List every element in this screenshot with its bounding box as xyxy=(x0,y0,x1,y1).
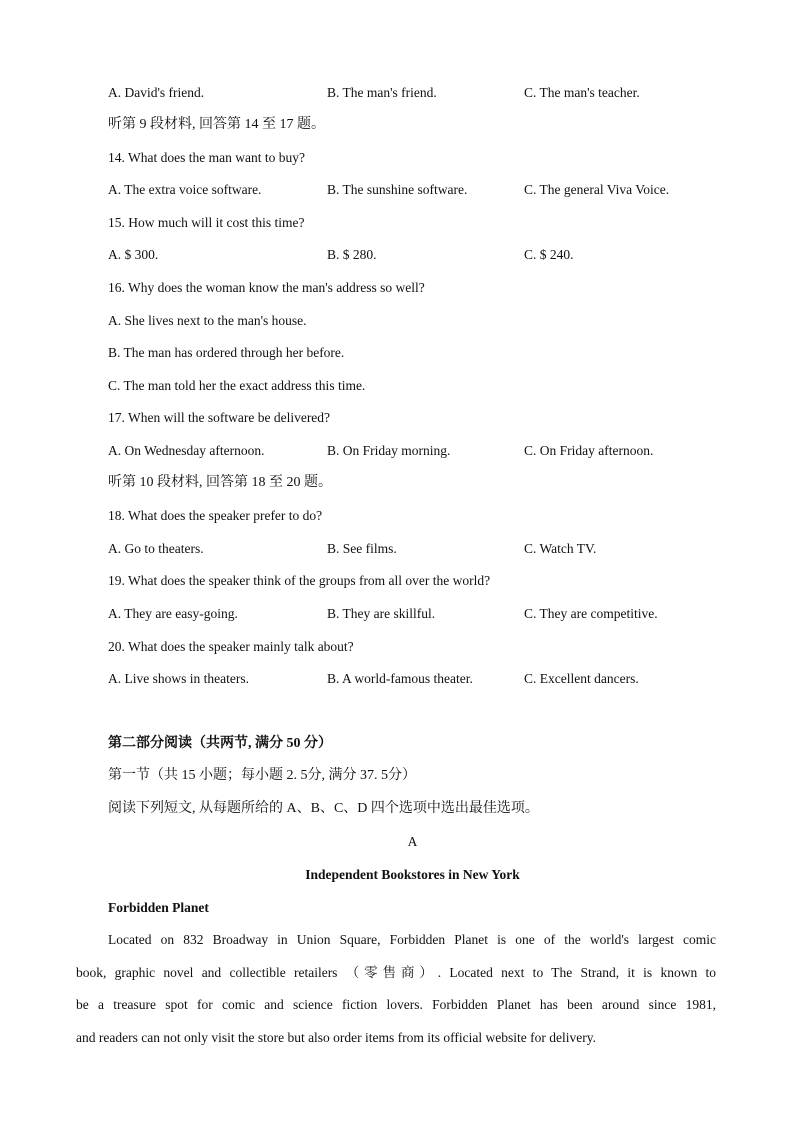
store-name-heading: Forbidden Planet xyxy=(108,900,209,915)
q18-option-b: B. See films. xyxy=(327,541,397,556)
passage-title: Independent Bookstores in New York xyxy=(305,867,520,882)
paragraph-line-4: and readers can not only visit the store but also order items from its official website for delivery. xyxy=(76,1030,596,1045)
q19-option-b: B. They are skillful. xyxy=(327,606,436,621)
q17-option-c: C. On Friday afternoon. xyxy=(524,443,654,458)
section10-intro: 听第 10 段材料, 回答第 18 至 20 题。 xyxy=(108,475,332,490)
q20-option-b: B. A world-famous theater. xyxy=(327,671,473,686)
passage-label: A xyxy=(407,834,418,849)
q15-question: 15. How much will it cost this time? xyxy=(108,215,305,230)
q16-option-c: C. The man told her the exact address this time. xyxy=(108,378,366,393)
q14-option-b: B. The sunshine software. xyxy=(327,182,468,197)
q19-option-c: C. They are competitive. xyxy=(524,606,658,621)
q14-option-a: A. The extra voice software. xyxy=(108,182,262,197)
q14-option-c: C. The general Viva Voice. xyxy=(524,182,670,197)
q15-option-b: B. $ 280. xyxy=(327,247,377,262)
q17-question: 17. When will the software be delivered? xyxy=(108,410,331,425)
q20-option-a: A. Live shows in theaters. xyxy=(108,671,249,686)
q19-question: 19. What does the speaker think of the groups from all over the world? xyxy=(108,573,491,588)
paragraph-line-2: book, graphic novel and collectible retailers （零售商）. Located next to The Strand, it is known to xyxy=(76,965,716,980)
reading-instruction: 阅读下列短文, 从每题所给的 A、B、C、D 四个选项中选出最佳选项。 xyxy=(108,801,539,816)
q18-option-c: C. Watch TV. xyxy=(524,541,597,556)
q15-option-a: A. $ 300. xyxy=(108,247,159,262)
q13-option-b: B. The man's friend. xyxy=(327,85,437,100)
q16-option-a: A. She lives next to the man's house. xyxy=(108,313,307,328)
section9-intro: 听第 9 段材料, 回答第 14 至 17 题。 xyxy=(108,117,325,132)
reading-part-title: 第二部分阅读（共两节, 满分 50 分） xyxy=(108,736,332,751)
q16-option-b: B. The man has ordered through her before. xyxy=(108,345,345,360)
paragraph-line-1: Located on 832 Broadway in Union Square, Forbidden Planet is one of the world's largest comic xyxy=(108,932,716,947)
q13-option-a: A. David's friend. xyxy=(108,85,205,100)
q20-question: 20. What does the speaker mainly talk about? xyxy=(108,639,354,654)
q20-option-c: C. Excellent dancers. xyxy=(524,671,639,686)
q17-option-b: B. On Friday morning. xyxy=(327,443,451,458)
q15-option-c: C. $ 240. xyxy=(524,247,574,262)
q13-option-c: C. The man's teacher. xyxy=(524,85,640,100)
q17-option-a: A. On Wednesday afternoon. xyxy=(108,443,265,458)
q16-question: 16. Why does the woman know the man's address so well? xyxy=(108,280,425,295)
reading-section-title: 第一节（共 15 小题；每小题 2. 5分, 满分 37. 5分） xyxy=(108,768,416,783)
q14-question: 14. What does the man want to buy? xyxy=(108,150,305,165)
paragraph-line-3: be a treasure spot for comic and science fiction lovers. Forbidden Planet has been around since 1981, xyxy=(76,997,716,1012)
q18-question: 18. What does the speaker prefer to do? xyxy=(108,508,323,523)
q18-option-a: A. Go to theaters. xyxy=(108,541,204,556)
q19-option-a: A. They are easy-going. xyxy=(108,606,238,621)
